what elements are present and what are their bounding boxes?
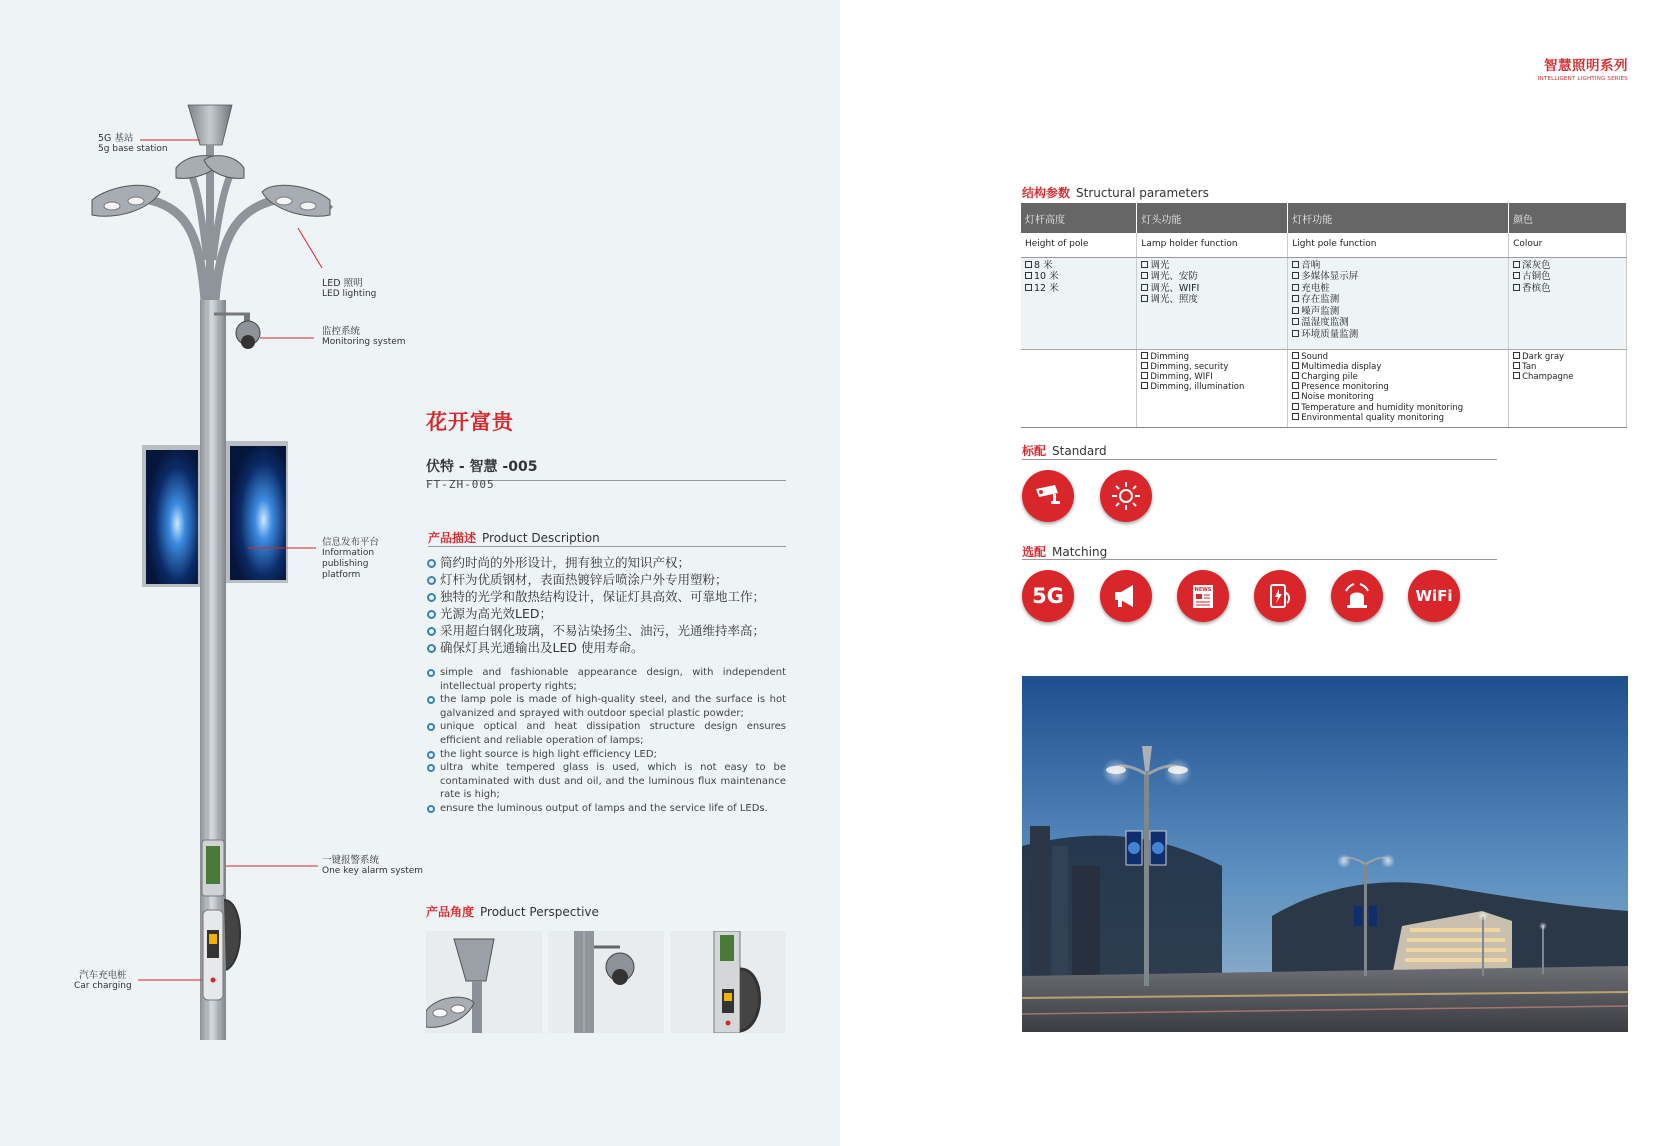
option-label: 调光、WIFI [1150,282,1200,294]
wifi-icon [1408,570,1460,622]
checkbox-icon [1292,295,1299,302]
checkbox-item [1141,260,1283,272]
option-label: 古铜色 [1522,271,1551,282]
table-row [1021,257,1627,349]
option-label: 存在监测 [1301,294,1340,305]
checkbox-item [1292,372,1504,382]
option-label: 深灰色 [1522,259,1551,271]
list-item: ultra white tempered glass is used, which is not easy to be contaminated with dust and oil, and the luminous flux maintenance rate is high; [426,761,786,802]
callout-zh: 监控系统 [322,326,361,337]
option-label: Tan [1522,361,1537,372]
thumbnail-camera [548,931,664,1033]
checkbox-icon [1141,261,1148,268]
alarm-icon [1331,570,1383,622]
checkbox-item [1025,271,1132,283]
checkbox-item [1141,283,1283,295]
callout-en: 5g base station [98,144,168,154]
list-item: 采用超白钢化玻璃，不易沾染扬尘、油污，光通维持率高； [426,622,786,639]
option-label: 调光 [1150,259,1170,271]
table-cell-lamp-zh [1137,257,1288,349]
checkbox-item [1292,317,1504,329]
table-cell-pole-zh [1288,257,1509,349]
callout-monitoring [322,326,406,348]
column-header: 灯杆功能 [1288,203,1509,233]
list-item: 独特的光学和散热结构设计，保证灯具高效、可靠地工作； [426,588,786,605]
brand [1538,54,1628,82]
checkbox-icon [1292,318,1299,325]
standard-heading [1022,442,1107,459]
checkbox-icon [1292,413,1299,420]
checkbox-item [1141,271,1283,283]
heading-zh: 产品角度 [426,905,475,919]
checkbox-item [1292,352,1504,362]
table-cell-heights [1021,257,1137,349]
checkbox-icon [1513,352,1520,359]
option-label: Sound [1301,351,1329,362]
checkbox-icon [1141,284,1148,291]
checkbox-item [1513,372,1622,382]
list-item: 灯杆为优质钢材，表面热镀锌后喷涂户外专用塑粉； [426,571,786,588]
street-scene-photo [1022,676,1628,1032]
checkbox-item [1513,260,1622,272]
description-heading [428,529,600,546]
structural-table [1021,203,1627,428]
column-subheader: Light pole function [1288,233,1509,257]
option-label: 8 米 [1034,259,1053,271]
option-label: 多媒体显示屏 [1301,271,1359,282]
table-cell-empty [1021,349,1137,427]
column-header: 颜色 [1509,203,1627,233]
heading-en: Product Perspective [480,905,599,919]
checkbox-icon [1292,403,1299,410]
option-label: Noise monitoring [1301,392,1374,403]
option-label: Charging pile [1301,371,1358,382]
callout-zh: 一键报警系统 [322,855,380,866]
checkbox-icon [1513,261,1520,268]
option-label: Environmental quality monitoring [1301,412,1444,423]
divider [1022,459,1497,460]
description-zh-list [426,554,786,656]
checkbox-item [1292,306,1504,318]
callout-charging [74,970,132,992]
product-code: FT-ZH-005 [426,478,495,491]
checkbox-icon [1141,272,1148,279]
column-subheader: Lamp holder function [1137,233,1288,257]
option-label: 调光、安防 [1150,271,1198,282]
brand-en: INTELLIGENT LIGHTING SERIES [1537,76,1628,82]
product-name: 花开富贵 [426,410,514,434]
checkbox-icon [1292,362,1299,369]
option-label: 环境质量监测 [1301,328,1359,340]
heading-en: Matching [1052,545,1108,559]
option-label: Dimming, security [1150,361,1229,372]
checkbox-icon [1141,372,1148,379]
thumbnail-base [670,931,786,1033]
option-label: 噪声监测 [1301,305,1340,317]
heading-zh: 产品描述 [428,531,477,545]
checkbox-icon [1141,382,1148,389]
callout-alarm [322,855,423,877]
checkbox-item [1292,362,1504,372]
checkbox-item [1513,362,1622,372]
option-label: Dimming, illumination [1150,382,1245,393]
option-label: Dimming, WIFI [1150,371,1213,382]
heading-zh: 标配 [1022,444,1047,458]
charging-icon [1254,570,1306,622]
checkbox-icon [1513,372,1520,379]
option-label: 香槟色 [1522,282,1551,294]
callout-zh: 5G 基站 [98,133,134,144]
column-subheader: Colour [1509,233,1627,257]
callout-en: LED lighting [322,289,377,299]
checkbox-item [1141,352,1283,362]
matching-heading [1022,543,1107,560]
checkbox-icon [1141,362,1148,369]
option-label: 10 米 [1034,271,1059,282]
checkbox-icon [1141,295,1148,302]
checkbox-icon [1513,284,1520,291]
table-cell-pole-en [1288,349,1509,427]
checkbox-icon [1292,284,1299,291]
heading-en: Product Description [482,531,600,545]
option-label: Presence monitoring [1301,382,1389,393]
perspective-heading [426,903,599,920]
option-label: Multimedia display [1301,361,1382,372]
charging-base-icon [670,931,786,1033]
checkbox-icon [1292,372,1299,379]
checkbox-icon [1025,261,1032,268]
heading-zh: 选配 [1022,545,1047,559]
option-label: Dark gray [1522,351,1565,362]
checkbox-icon [1513,362,1520,369]
5g-label: 5G [1032,584,1064,608]
list-item: 简约时尚的外形设计，拥有独立的知识产权； [426,554,786,571]
list-item: the lamp pole is made of high-quality steel, and the surface is hot galvanized and sprayed with outdoor special plastic powder; [426,693,786,720]
checkbox-icon [1292,392,1299,399]
option-label: 调光、照度 [1150,294,1198,305]
list-item: the light source is high light efficiency LED; [426,748,786,762]
divider [428,546,786,547]
list-item: unique optical and heat dissipation structure design ensures efficient and reliable operation of lamps; [426,720,786,747]
thumbnail-lamp-head [426,931,542,1033]
checkbox-item [1292,329,1504,341]
callout-en: One key alarm system [322,866,424,876]
option-label: Champagne [1522,371,1574,382]
news-icon [1177,570,1229,622]
checkbox-item [1141,362,1283,372]
table-cell-lamp-en [1137,349,1288,427]
option-label: Temperature and humidity monitoring [1301,402,1464,413]
checkbox-item [1292,413,1504,423]
checkbox-item [1292,260,1504,272]
checkbox-item [1292,403,1504,413]
option-label: 音响 [1301,259,1321,271]
callout-en: Information publishing platform [322,548,375,580]
list-item: 光源为高光效LED； [426,605,786,622]
column-header: 灯头功能 [1137,203,1288,233]
lamp-head-icon [426,931,542,1033]
callout-led [322,278,376,300]
checkbox-item [1292,271,1504,283]
column-subheader: Height of pole [1021,233,1137,257]
description-en-list [426,666,786,816]
divider [1022,559,1497,560]
list-item: 确保灯具光通输出及LED 使用寿命。 [426,639,786,656]
checkbox-item [1292,382,1504,392]
callout-base-station [98,133,168,155]
option-label: 12 米 [1034,282,1059,294]
checkbox-item [1292,392,1504,402]
checkbox-icon [1292,261,1299,268]
callout-zh: LED 照明 [322,278,363,289]
checkbox-item [1141,294,1283,306]
checkbox-item [1513,352,1622,362]
callout-en: Monitoring system [322,337,406,347]
list-item: ensure the luminous output of lamps and the service life of LEDs. [426,802,786,816]
checkbox-item [1513,283,1622,295]
checkbox-item [1025,260,1132,272]
table-subheader-row [1021,233,1627,257]
street-scene-image [1022,676,1628,1032]
checkbox-icon [1292,352,1299,359]
checkbox-item [1141,382,1283,392]
checkbox-item [1513,271,1622,283]
checkbox-icon [1025,272,1032,279]
heading-zh: 结构参数 [1022,186,1071,200]
checkbox-item [1141,372,1283,382]
checkbox-item [1292,283,1504,295]
checkbox-icon [1141,352,1148,359]
table-row [1021,349,1627,427]
callout-zh: 信息发布平台 [322,537,380,548]
column-header: 灯杆高度 [1021,203,1137,233]
speaker-icon [1100,570,1152,622]
light-icon [1100,470,1152,522]
option-label: 温湿度监测 [1301,317,1349,328]
callout-zh: 汽车充电桩 [79,970,127,981]
table-header-row [1021,203,1627,233]
product-model: 伏特 - 智慧 -005 [426,456,786,481]
structural-heading [1022,184,1209,201]
heading-en: Standard [1052,444,1107,458]
checkbox-icon [1292,330,1299,337]
checkbox-icon [1292,272,1299,279]
brand-zh: 智慧照明系列 [1544,58,1628,74]
option-label: 充电桩 [1301,282,1330,294]
checkbox-icon [1513,272,1520,279]
perspective-thumbnails [426,931,786,1033]
wifi-label: WiFi [1415,587,1453,605]
table-cell-colour-zh [1509,257,1627,349]
callout-info [322,537,394,581]
heading-en: Structural parameters [1076,186,1209,200]
5g-icon [1022,570,1074,622]
option-label: Dimming [1150,351,1190,362]
news-label: NEWS [1194,587,1212,593]
table-cell-colour-en [1509,349,1627,427]
checkbox-icon [1025,284,1032,291]
checkbox-icon [1292,382,1299,389]
camera-icon [1022,470,1074,522]
list-item: simple and fashionable appearance design, with independent intellectual property rights; [426,666,786,693]
checkbox-icon [1292,307,1299,314]
camera-icon [548,931,664,1033]
checkbox-item [1292,294,1504,306]
checkbox-item [1025,283,1132,295]
callout-en: Car charging [74,981,132,991]
